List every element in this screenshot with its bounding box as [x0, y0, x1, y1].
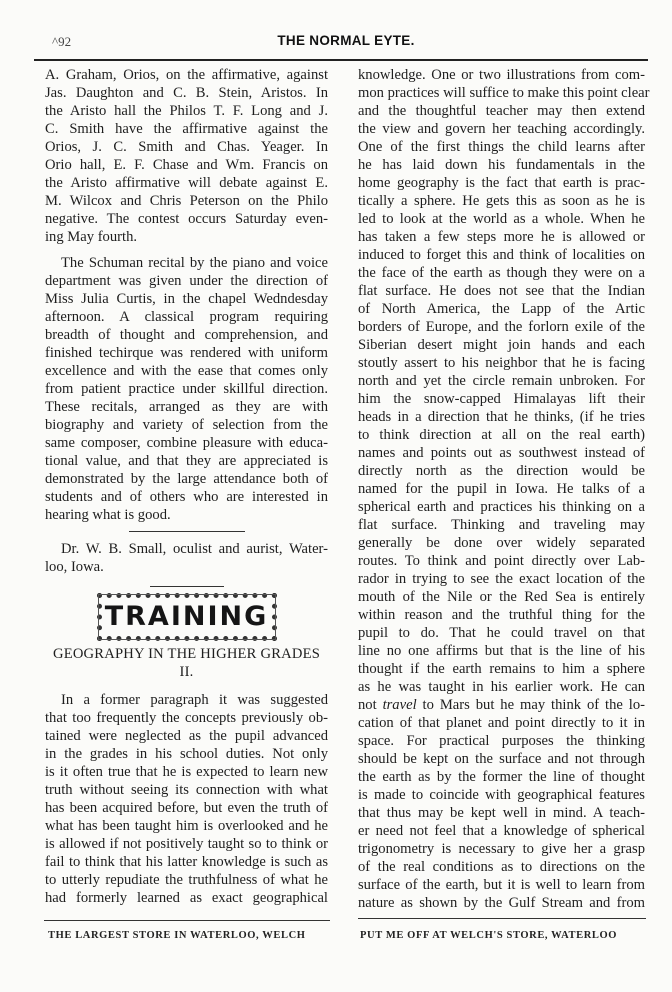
text-line: excellence and with the ease that comes only [45, 363, 328, 379]
text-line: cation of that planet and point directly to it in [358, 715, 645, 731]
text-line: space. For practical purposes the thinking [358, 733, 645, 749]
text-line: biography and variety of selection from the [45, 417, 328, 433]
text-line: and the thoughtful teacher may then extend [358, 103, 645, 119]
article-paragraph [45, 691, 328, 907]
text-line: surface of the earth, but it is well to learn from [358, 877, 645, 893]
text-line: should be kept on the surface and not through [358, 751, 645, 767]
text-line: routes. To think and point directly over Lab- [358, 553, 645, 569]
italic-word: travel [382, 697, 417, 713]
article-part: II. [179, 664, 194, 680]
article-title: GEOGRAPHY IN THE HIGHER GRADES [52, 646, 321, 662]
text-line: loo, Iowa. [45, 559, 104, 575]
text-line: negative. The contest occurs Saturday even- [45, 211, 328, 227]
text-line: is it often true that he is expected to learn new [45, 764, 328, 780]
text-line: spherical earth and practices his thinking on a [358, 499, 645, 515]
text-line: truth without seeing its connection with what [45, 782, 328, 798]
text-line: him the snow-capped Himalayas lift their [358, 391, 645, 407]
footer-advert-left: THE LARGEST STORE IN WATERLOO, WELCH [48, 930, 306, 941]
text-line: A. Graham, Orios, on the affirmative, against [45, 67, 328, 83]
text-line: rador in trying to see the exact location of the [358, 571, 645, 587]
text-line: what has been taught him is overlooked and he [45, 818, 328, 834]
text-line: named for the pupil in Iowa. He talks of a [358, 481, 645, 497]
text-line: These recitals, arranged as they are with [45, 399, 328, 415]
text-line: knowledge. One or two illustrations from com- [358, 67, 645, 83]
text-line: trigonometry is necessary to give her a grasp [358, 841, 645, 857]
footer-advert-right: PUT ME OFF AT WELCH'S STORE, WATERLOO [360, 930, 618, 941]
text-line: north and yet the circle remain unbroken. For [358, 373, 645, 389]
text-line: mouth of the Nile or the Red Sea is entirely [358, 589, 645, 605]
text-line: tically a sphere. He gets this as soon as he is [358, 193, 645, 209]
text-line: home geography is the fact that earth is prac- [358, 175, 645, 191]
text-line: Dr. W. B. Small, oculist and aurist, Water- [61, 541, 328, 557]
text-line: line no one affirms but that is the line of his [358, 643, 645, 659]
text-line: afternoon. A classical program requiring [45, 309, 328, 325]
text-line: generally be done over widely separated [358, 535, 645, 551]
article-continuation [358, 66, 650, 912]
text-line: students and of others who are interested in [45, 489, 328, 505]
text-line: that too frequently the concepts previously ob- [45, 710, 328, 726]
recital-paragraph [45, 254, 328, 524]
text-line: is allowed if not positively taught so to think or [45, 836, 328, 852]
text-line: demonstrated by the large attendance both of [45, 471, 328, 487]
text-line: from patient practice under skillful direction. [45, 381, 328, 397]
text-line: to utterly repudiate the truthfulness of what he [45, 872, 328, 888]
text-line: flat surface. He does not see that the Indian [358, 283, 645, 299]
footer-rule [358, 918, 646, 919]
text-line: the face of the earth as though they were on a [358, 265, 645, 281]
text-line-with-italic [358, 696, 645, 714]
text-line: within reason and the truthful thing for the [358, 607, 645, 623]
text-line: er need not feel that a knowledge of spherical [358, 823, 645, 839]
text-line: tained were neglected as the pupil advanced [45, 728, 328, 744]
text-line: in the grades in his school duties. Not only [45, 746, 328, 762]
text-line: One of the first things the child learns after [358, 139, 645, 155]
left-column [45, 66, 328, 907]
text-line: Jas. Daughton and C. B. Stein, Aristos. In [45, 85, 328, 101]
text-line: that thus may be kept well in mind. A teach- [358, 805, 645, 821]
text-line: flat surface. Thinking and traveling may [358, 517, 645, 533]
text-line: tional value, and that they are appreciated is [45, 453, 328, 469]
text-line: had formerly learned as exact geographical [45, 890, 328, 906]
text-line: nature as shown by the Gulf Stream and from [358, 895, 645, 911]
section-divider [150, 586, 224, 587]
paragraph-gap [45, 681, 328, 691]
text-segment: not [358, 697, 383, 713]
training-banner-label: TRAINING [104, 601, 269, 632]
text-line: he has laid down his fundamentals in the [358, 157, 645, 173]
text-line: finished techirque was rendered with uniform [45, 345, 328, 361]
section-divider [129, 531, 245, 532]
text-line: has been acquired before, but even the truth of [45, 800, 328, 816]
text-line: led to look at the world as a whole. When he [358, 211, 645, 227]
text-line: as he was taught in his earlier work. He can [358, 679, 645, 695]
footer-rule [44, 920, 330, 921]
debate-paragraph [45, 66, 328, 246]
text-line: ing May fourth. [45, 229, 138, 245]
text-line: Siberian desert might join hands and each [358, 337, 645, 353]
right-column [358, 66, 650, 912]
text-line: the view and govern her teaching accordingly. [358, 121, 645, 137]
text-line: names and points out as southwest instead of [358, 445, 645, 461]
text-segment: to Mars but he may think of the lo- [416, 697, 645, 713]
text-line: of North America, the Lapp of the Artic [358, 301, 645, 317]
journal-title: THE NORMAL EYTE. [277, 33, 415, 48]
text-line: directly north as the direction would be [358, 463, 645, 479]
paragraph-gap [45, 246, 328, 254]
advertisement-paragraph [45, 540, 328, 576]
text-line: the Aristo affirmative will debate against E. [45, 175, 328, 191]
text-line: stoutly assert to his neighbor that he is facing [358, 355, 645, 371]
text-line: heads in a direction that he thinks, (if he tries [358, 409, 645, 425]
text-line: borders of Europe, and the forlorn exile of the [358, 319, 645, 335]
text-line: hearing what is good. [45, 507, 171, 523]
text-line: thought if the earth remains to him a sphere [358, 661, 645, 677]
text-line: same composer, combine pleasure with educa- [45, 435, 328, 451]
text-line: the Aristo hall the Philos T. F. Long and J. [45, 103, 328, 119]
page-number: ^92 [52, 34, 72, 49]
text-line: breadth of thought and comprehension, and [45, 327, 328, 343]
text-line: fail to think that his latter knowledge is such as [45, 854, 328, 870]
text-line: mon practices will suffice to make this point clear [358, 85, 650, 101]
text-line: is made to coincide with geographical features [358, 787, 645, 803]
text-line: C. Smith have the affirmative against the [45, 121, 328, 137]
text-line: department was given under the direction of [45, 273, 328, 289]
text-line: of the real conditions as to directions on the [358, 859, 645, 875]
text-line: Orio hall, E. F. Chase and Wm. Francis on [45, 157, 328, 173]
text-line: Miss Julia Curtis, in the chapel Wedndesday [45, 291, 328, 307]
text-line: has taken a few steps more he is allowed or [358, 229, 645, 245]
text-line: M. Wilcox and Chris Peterson on the Philo [45, 193, 328, 209]
text-line: The Schuman recital by the piano and voice [61, 255, 328, 271]
text-line: In a former paragraph it was suggested [61, 692, 328, 708]
page-header [46, 28, 646, 54]
text-line: induced to forget this and think of localities on [358, 247, 645, 263]
header-rule [34, 59, 648, 61]
text-line: pupil to do. That he could travel on that [358, 625, 645, 641]
text-line: Orios, J. C. Smith and Chas. Yeager. In [45, 139, 328, 155]
text-line: to think direction at all on the real earth) [358, 427, 645, 443]
text-line: the earth as by the former the line of thought [358, 769, 645, 785]
training-banner [97, 593, 277, 641]
